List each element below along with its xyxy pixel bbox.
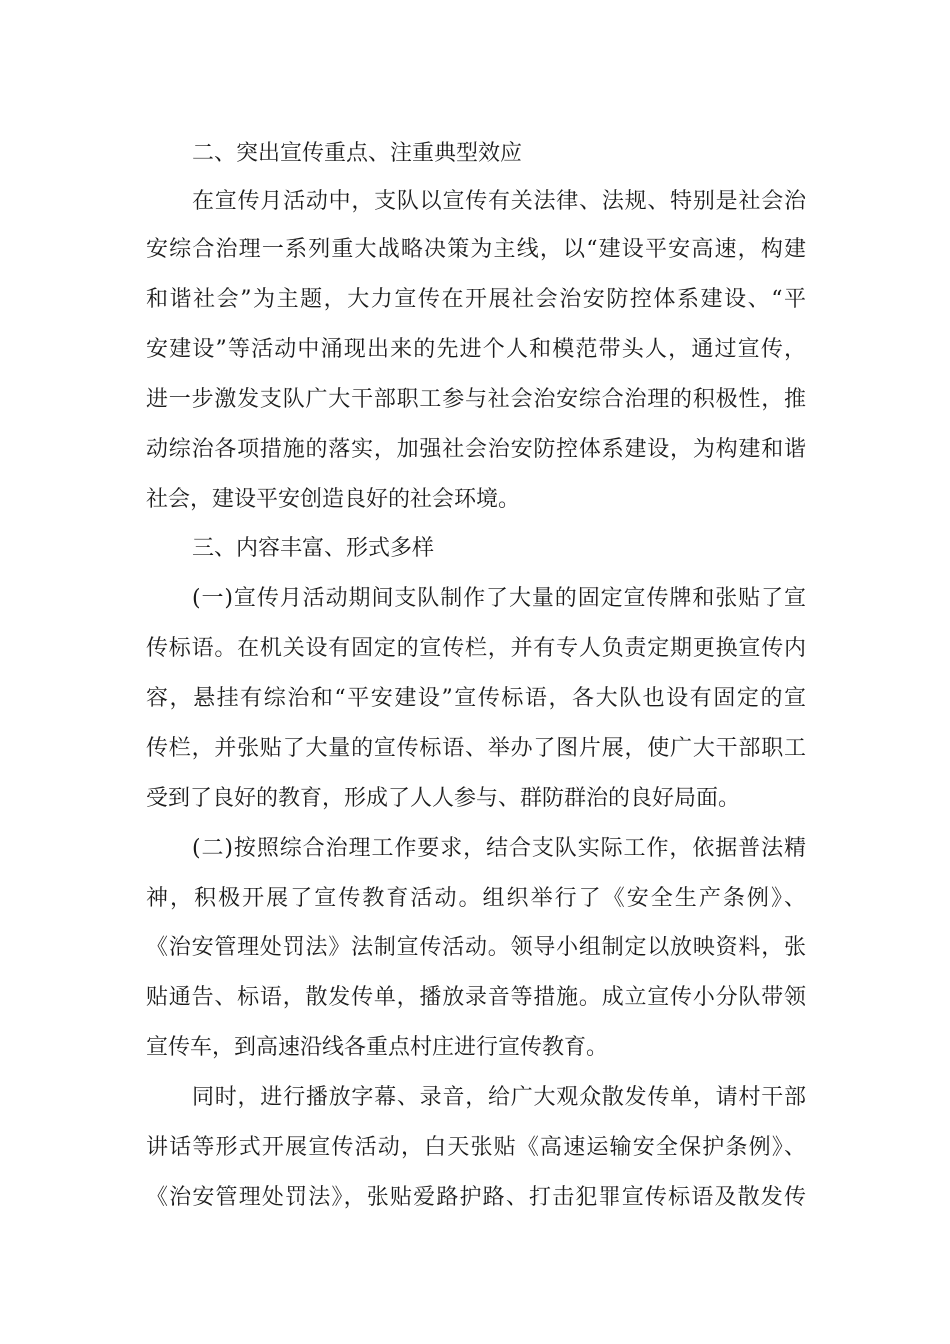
paragraph-line: 《治安管理处罚法》法制宣传活动。领导小组制定以放映资料，张: [146, 935, 806, 960]
paragraph-line: 宣传车，到高速沿线各重点村庄进行宣传教育。: [146, 1035, 609, 1060]
paragraph-line: (二)按照综合治理工作要求，结合支队实际工作，依据普法精: [192, 836, 806, 861]
paragraph-line: 《治安管理处罚法》，张贴爱路护路、打击犯罪宣传标语及散发传: [146, 1185, 806, 1210]
paragraph-line: 进一步激发支队广大干部职工参与社会治安综合治理的积极性，推: [146, 387, 806, 412]
paragraph-line: 容，悬挂有综治和“平安建设”宣传标语，各大队也设有固定的宣: [146, 686, 806, 711]
paragraph-line: 动综治各项措施的落实，加强社会治安防控体系建设，为构建和谐: [146, 437, 806, 462]
paragraph-line: 在宣传月活动中，支队以宣传有关法律、法规、特别是社会治: [192, 189, 806, 214]
section-heading-3: 三、内容丰富、形式多样: [192, 536, 435, 561]
paragraph-line: (一)宣传月活动期间支队制作了大量的固定宣传牌和张贴了宣: [192, 586, 806, 611]
paragraph-line: 社会，建设平安创造良好的社会环境。: [146, 487, 521, 512]
paragraph-line: 安建设”等活动中涌现出来的先进个人和模范带头人，通过宣传，: [146, 337, 806, 362]
section-heading-2: 二、突出宣传重点、注重典型效应: [192, 141, 523, 166]
paragraph-line: 讲话等形式开展宣传活动，白天张贴《高速运输安全保护条例》、: [146, 1135, 806, 1160]
paragraph-line: 同时，进行播放字幕、录音，给广大观众散发传单，请村干部: [192, 1085, 806, 1110]
paragraph-line: 传栏，并张贴了大量的宣传标语、举办了图片展，使广大干部职工: [146, 736, 806, 761]
paragraph-line: 安综合治理一系列重大战略决策为主线，以“建设平安高速，构建: [146, 237, 806, 262]
paragraph-line: 受到了良好的教育，形成了人人参与、群防群治的良好局面。: [146, 786, 741, 811]
paragraph-line: 贴通告、标语，散发传单，播放录音等措施。成立宣传小分队带领: [146, 985, 806, 1010]
paragraph-line: 和谐社会”为主题，大力宣传在开展社会治安防控体系建设、“平: [146, 287, 806, 312]
paragraph-line: 神，积极开展了宣传教育活动。组织举行了《安全生产条例》、: [146, 886, 806, 911]
paragraph-line: 传标语。在机关设有固定的宣传栏，并有专人负责定期更换宣传内: [146, 636, 806, 661]
